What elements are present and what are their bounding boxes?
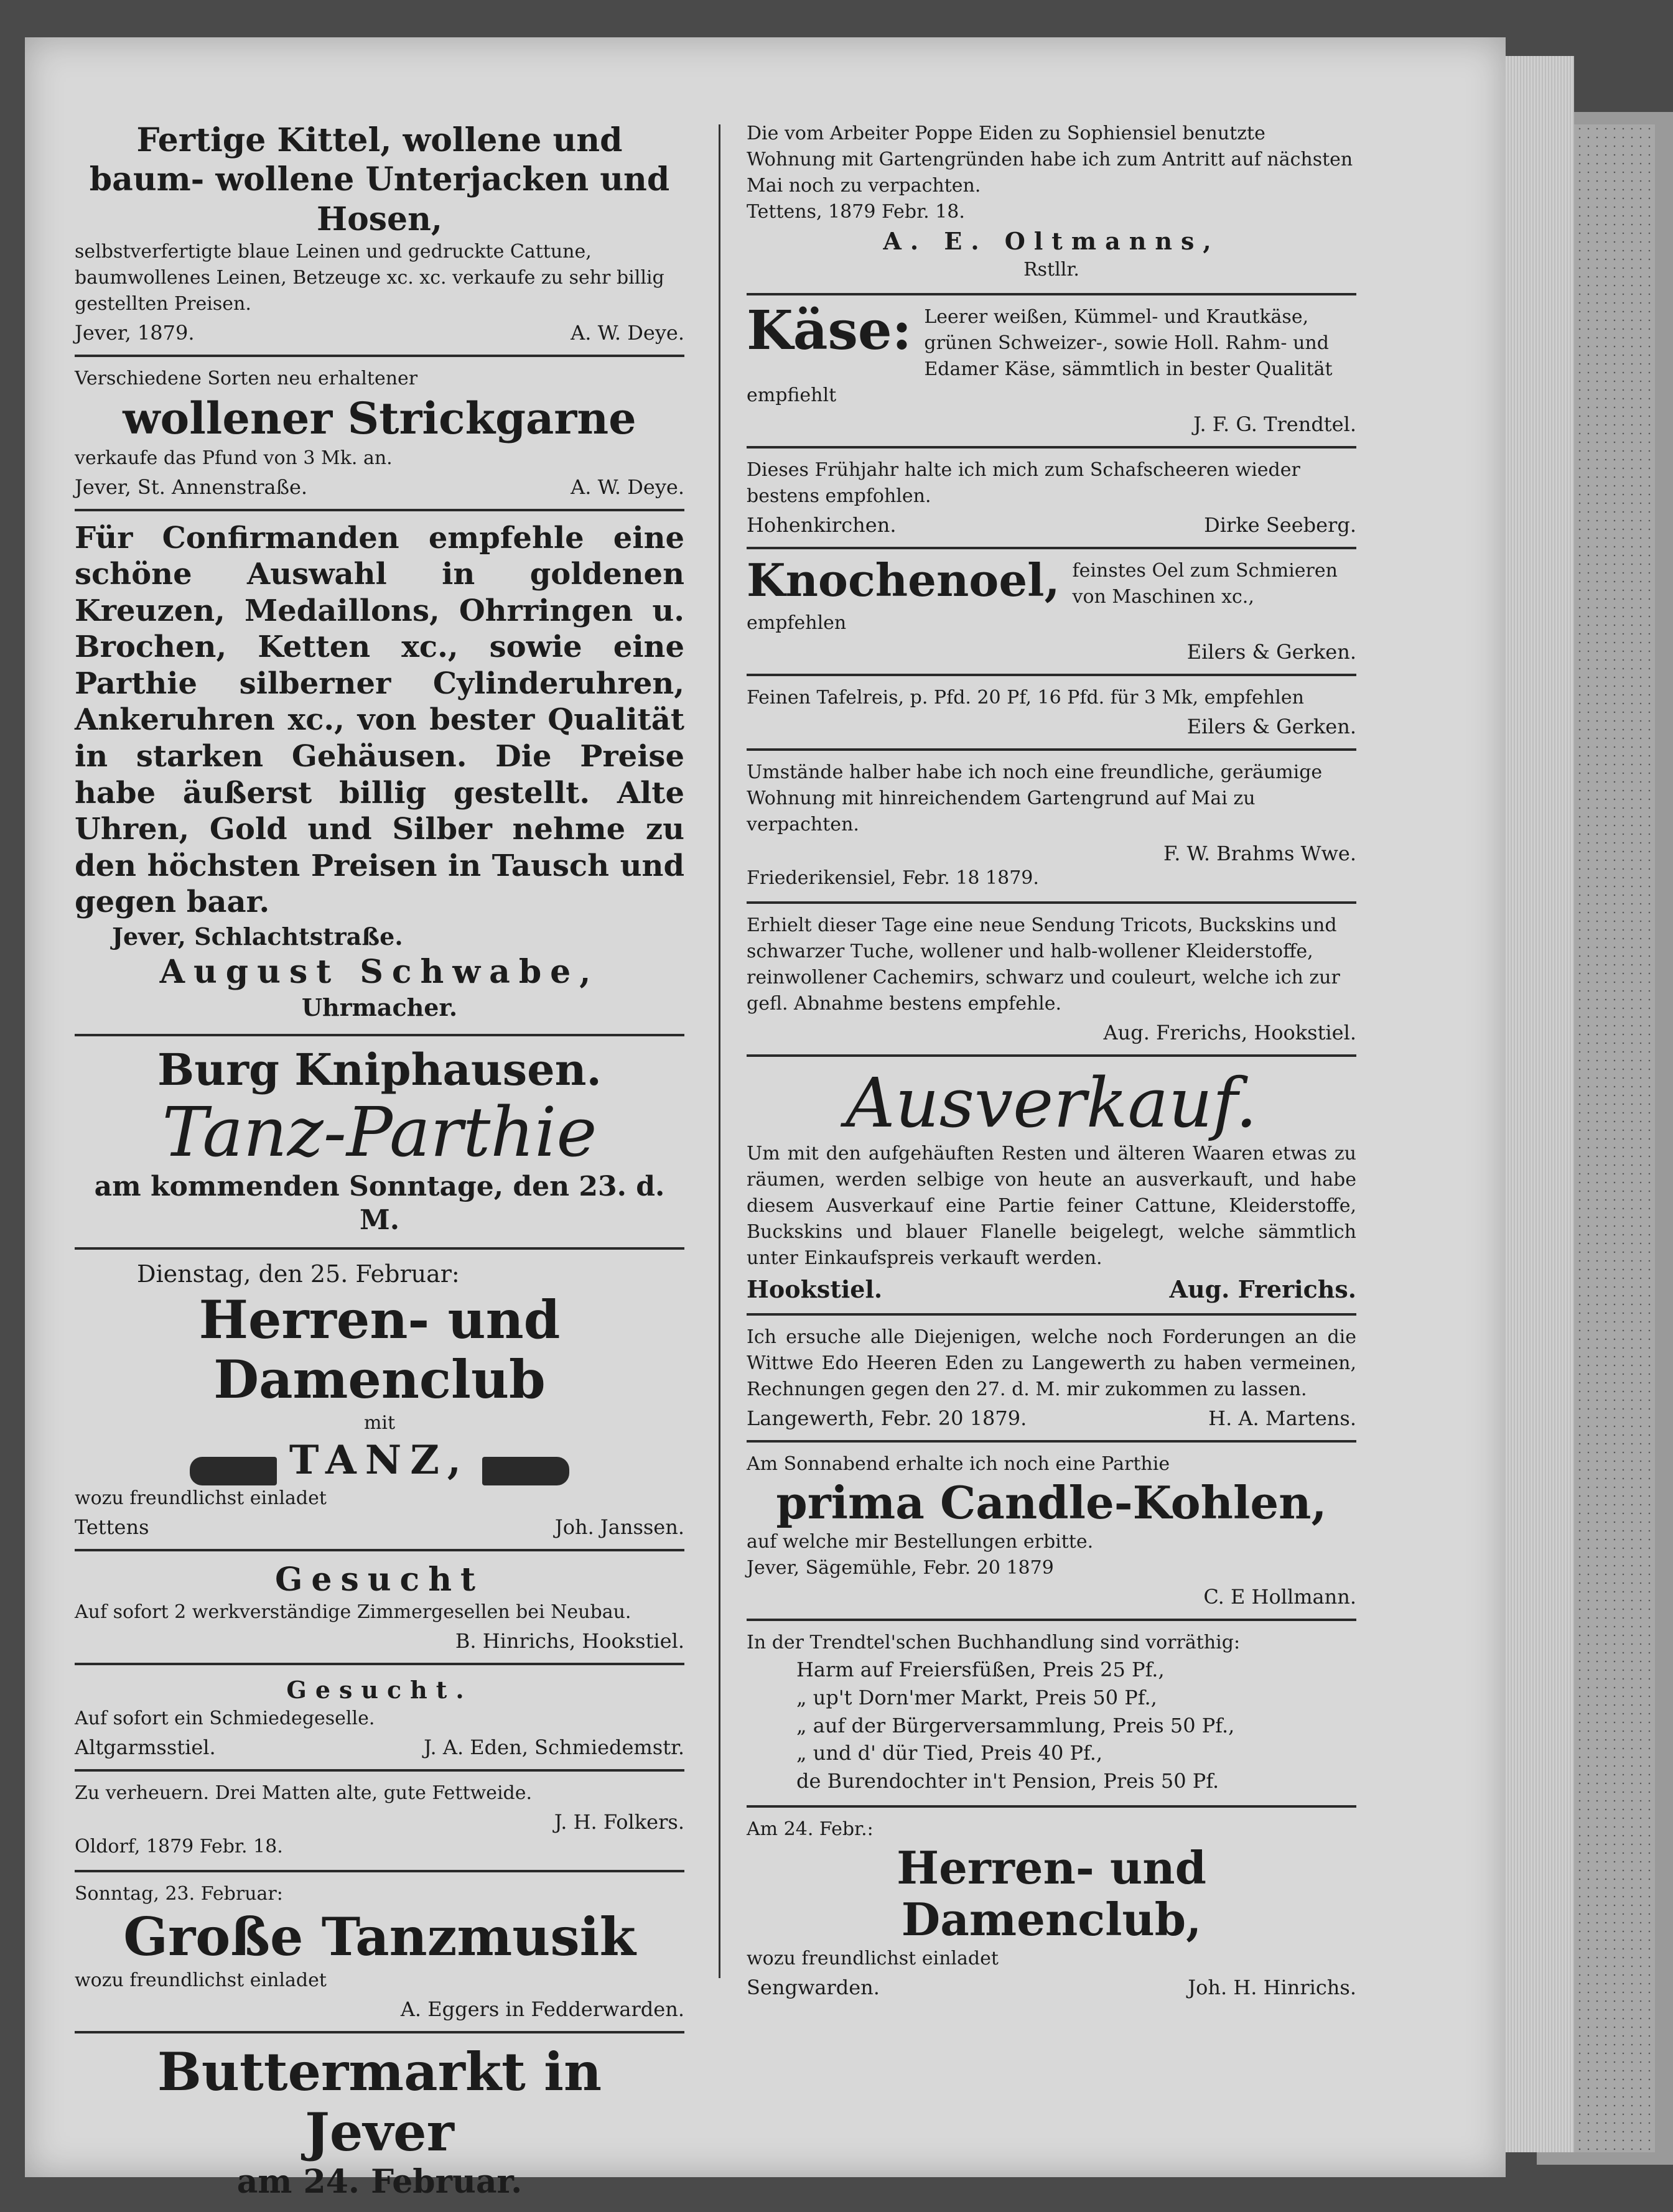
ad-place: Sengwarden. (747, 1975, 880, 1999)
ad-text: In der Trendtel'schen Buchhandlung sind vorräthig: (747, 1632, 1241, 1654)
ad-heading: Große Tanzmusik (123, 1906, 636, 1968)
ad-schafscheeren (747, 448, 1356, 549)
ad-text: verkaufe das Pfund von 3 Mk. an. (75, 447, 393, 469)
ad-heading: Buttermarkt in Jever (157, 2040, 602, 2163)
ad-signature: Joh. Janssen. (554, 1515, 684, 1539)
ad-signature: Aug. Frerichs, Hookstiel. (1103, 1021, 1356, 1045)
ad-text: auf welche mir Bestellungen erbitte. (747, 1531, 1094, 1553)
ad-wohnung-friederikensiel (747, 751, 1356, 904)
ad-tafelreis (747, 676, 1356, 751)
ad-pre: Sonntag, 23. Februar: (75, 1883, 283, 1905)
ad-text: Erhielt dieser Tage eine neue Sendung Tricots, Buckskins und schwarzer Tuche, wollener und halb-wollener Kleiderstoffe, reinwollener Cachemirs, schwarz und couleurt, welche ich zur gefl. Abnahme bestens empfehle. (747, 914, 1340, 1015)
ad-candle-kohlen (747, 1443, 1356, 1621)
ad-kittel (75, 112, 684, 357)
ad-place: Altgarmsstiel. (75, 1736, 216, 1760)
ad-text: Leerer weißen, Kümmel- und Krautkäse, grünen Schweizer-, sowie Holl. Rahm- und Edamer Käse, sämmtlich in bester Qualität empfiehlt (747, 306, 1333, 407)
column-divider (719, 124, 720, 1978)
ad-heading: Burg Kniphausen. (157, 1043, 602, 1095)
ad-text: Zu verheuern. Drei Matten alte, gute Fettweide. (75, 1782, 533, 1805)
ad-heading: Gesucht. (286, 1676, 473, 1704)
ad-text: Ich ersuche alle Diejenigen, welche noch Forderungen an die Wittwe Edo Heeren Eden zu Langewerth zu haben vermeinen, Rechnungen gegen den 27. d. M. mir zukommen zu lassen. (747, 1326, 1356, 1401)
ad-text: wozu freundlichst einladet (747, 1947, 999, 1969)
ad-text: selbstverfertigte blaue Leinen und gedruckte Cattune, baumwollenes Leinen, Betzeuge xc. xc. verkaufe zu sehr billig gestellten Preisen. (75, 241, 664, 315)
list-item: Harm auf Freiersfüßen, Preis 25 Pf., (796, 1658, 1165, 1682)
ad-heading: Käse: (747, 299, 912, 363)
ad-signature: Joh. H. Hinrichs. (1188, 1975, 1356, 1999)
ad-text: Auf sofort ein Schmiedegeselle. (75, 1708, 375, 1730)
ad-place: Hookstiel. (747, 1275, 883, 1304)
ad-signature: Dirke Seeberg. (1204, 513, 1356, 537)
ad-text: am kommenden Sonntage, den 23. d. M. (94, 1171, 665, 1236)
ad-pre: Am Sonnabend erhalte ich noch eine Parthie (747, 1453, 1170, 1475)
ad-signature: C. E Hollmann. (1203, 1585, 1356, 1609)
ad-pre: Verschiedene Sorten neu erhaltener (75, 368, 418, 390)
ad-signature: A. W. Deye. (571, 475, 684, 499)
ad-tricots (747, 904, 1356, 1057)
ad-text: Feinen Tafelreis, p. Pfd. 20 Pf, 16 Pfd. für 3 Mk, empfehlen (747, 687, 1304, 709)
left-column (75, 112, 684, 2212)
ad-wohnung-sophiensiel (747, 112, 1356, 295)
ad-title: Tanz-Parthie (162, 1092, 597, 1173)
list-item: de Burendochter in't Pension, Preis 50 Pf. (796, 1769, 1219, 1793)
ad-heading: prima Candle-Kohlen, (776, 1476, 1327, 1530)
ad-place: Jever, Schlachtstraße. (112, 922, 403, 950)
ad-signature: August Schwabe, (159, 953, 600, 992)
ad-signature: J. A. Eden, Schmiedemstr. (424, 1736, 684, 1760)
ad-text: Dieses Frühjahr halte ich mich zum Schafscheeren wieder bestens empfohlen. (747, 459, 1300, 508)
right-column (747, 112, 1356, 2009)
ad-place: Oldorf, 1879 Febr. 18. (75, 1836, 283, 1858)
ad-text: am 24. Februar. (236, 2163, 523, 2201)
ad-place: Jever, Sägemühle, Febr. 20 1879 (747, 1557, 1054, 1579)
ad-knochenoel (747, 549, 1356, 676)
ad-role: Rstllr. (1023, 259, 1079, 281)
ad-heading: Ausverkauf. (846, 1063, 1257, 1143)
ad-confirmanden (75, 511, 684, 1036)
ad-heading: Herren- und Damenclub (198, 1288, 561, 1411)
ad-tanz: TANZ, (289, 1437, 470, 1484)
ad-place: Tettens (75, 1515, 149, 1539)
ad-signature: B. Hinrichs, Hookstiel. (455, 1629, 684, 1653)
ad-strickgarne (75, 357, 684, 511)
ad-heading: Gesucht (274, 1560, 485, 1599)
ad-kaese (747, 295, 1356, 448)
ad-buchhandlung (747, 1621, 1356, 1808)
ad-place: Friederikensiel, Febr. 18 1879. (747, 867, 1039, 890)
ad-buttermarkt (75, 2033, 684, 2212)
ad-pre: Dienstag, den 25. Februar: (137, 1260, 460, 1288)
ad-forderungen (747, 1316, 1356, 1443)
ad-text: Auf sofort 2 werkverständige Zimmergesellen bei Neubau. (75, 1601, 631, 1624)
ad-heading: Knochenoel, (747, 554, 1060, 607)
ad-heading: Fertige Kittel, wollene und baum- wollene Unterjacken und Hosen, (89, 121, 670, 238)
ad-place: Tettens, 1879 Febr. 18. (747, 201, 965, 223)
ad-gesucht-2 (75, 1665, 684, 1772)
ad-signature: Aug. Frerichs. (1169, 1275, 1356, 1304)
ad-verheuern (75, 1772, 684, 1872)
pointing-hand-icon (482, 1457, 569, 1485)
ad-gesucht-1 (75, 1551, 684, 1665)
ad-text: Für Confirmanden empfehle eine schöne Auswahl in goldenen Kreuzen, Medaillons, Ohrringen u. Brochen, Ketten xc., sowie eine Parthie silberner Cylinderuhren, Ankeruhren xc., von bester Qualität in starken Gehäusen. Die Preise habe äußerst billig gestellt. Alte Uhren, Gold und Silber nehme zu den höchsten Preisen in Tausch und gegen baar. (75, 520, 684, 920)
list-item: „ und d' dür Tied, Preis 40 Pf., (796, 1741, 1103, 1765)
ad-tanzmusik (75, 1872, 684, 2033)
ad-herrenclub (75, 1250, 684, 1551)
book-list (747, 1656, 1356, 1795)
ad-text: wozu freundlichst einladet (75, 1969, 327, 1991)
ad-text: Um mit den aufgehäuften Resten und älteren Waaren etwas zu räumen, werden selbige von heute an ausverkauft, und habe diesem Ausverkauf eine Partie feiner Cattune, Kleiderstoffe, Buckskins und blauer Flanelle beigelegt, welche sämmtlich unter Einkaufspreis verkauft werden. (747, 1143, 1356, 1270)
ad-signature: Eilers & Gerken. (1186, 640, 1356, 664)
list-item: „ up't Dorn'mer Markt, Preis 50 Pf., (796, 1685, 1157, 1709)
ad-signature: A. Eggers in Fedderwarden. (400, 1997, 684, 2021)
ad-place: Jever, 1879. (75, 321, 195, 345)
ad-signature: A. W. Deye. (571, 321, 684, 345)
ad-mit: mit (363, 1412, 396, 1434)
ad-place: Hohenkirchen. (747, 513, 897, 537)
ad-place: Jever, St. Annenstraße. (75, 475, 308, 499)
ad-place: Langewerth, Febr. 20 1879. (747, 1406, 1027, 1431)
ad-role: Uhrmacher. (301, 993, 458, 1022)
ad-heading: Herren- und Damenclub, (897, 1841, 1206, 1946)
ad-text: feinstes Oel zum Schmieren von Maschinen xc., empfehlen (747, 560, 1338, 634)
ad-herrenclub-sengwarden (747, 1808, 1356, 2009)
ad-signature: J. H. Folkers. (554, 1810, 684, 1834)
ad-ausverkauf (747, 1057, 1356, 1316)
ad-text: wozu freundlichst einladet (75, 1487, 327, 1509)
ad-text: Umstände halber habe ich noch eine freundliche, geräumige Wohnung mit hinreichendem Gartengrund auf Mai zu verpachten. (747, 761, 1323, 836)
ad-signature: J. F. G. Trendtel. (1193, 412, 1356, 437)
ad-signature: Eilers & Gerken. (1186, 715, 1356, 739)
ad-text: Die vom Arbeiter Poppe Eiden zu Sophiensiel benutzte Wohnung mit Gartengründen habe ich zum Antritt auf nächsten Mai noch zu verpachten. (747, 123, 1353, 197)
ad-signature: F. W. Brahms Wwe. (1163, 842, 1356, 866)
list-item: „ auf der Bürgerversammlung, Preis 50 Pf., (796, 1713, 1235, 1737)
ad-signature: A. E. Oltmanns, (883, 227, 1220, 255)
pointing-hand-icon (190, 1457, 277, 1485)
ad-burg-kniphausen (75, 1036, 684, 1250)
ad-pre: Am 24. Febr.: (747, 1818, 874, 1841)
ad-signature: H. A. Martens. (1208, 1406, 1356, 1431)
ad-heading: wollener Strickgarne (123, 393, 636, 445)
